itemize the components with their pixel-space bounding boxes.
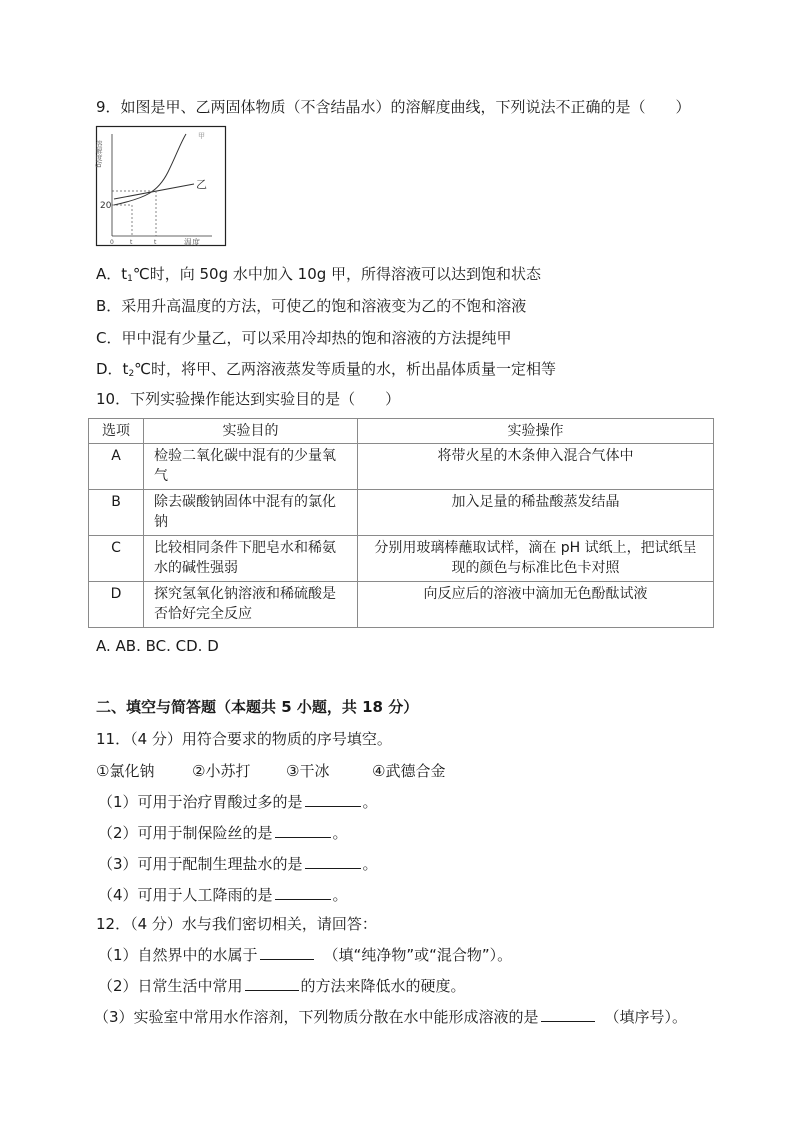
table-row <box>89 490 714 536</box>
answer-blank[interactable] <box>305 853 361 869</box>
q12-item-3: （3）实验室中常用水作溶剂，下列物质分散在水中能形成溶液的是 （填序号）。 <box>94 1008 688 1026</box>
graph-xtick-0: 0 <box>110 239 114 246</box>
graph-ylabel: 溶解度/g <box>95 140 103 168</box>
table-cell: 将带火星的木条伸入混合气体中 <box>358 444 714 490</box>
table-cell: 分别用玻璃棒蘸取试样，滴在 pH 试纸上，把试纸呈现的颜色与标准比色卡对照 <box>358 536 714 582</box>
q11-item-2: （2）可用于制保险丝的是 。 <box>98 824 348 842</box>
choice: ③干冰 <box>286 762 330 780</box>
table-header: 实验目的 <box>144 419 358 444</box>
choice: ④武德合金 <box>372 762 446 780</box>
section-title: 二、填空与简答题（本题共 5 小题，共 18 分） <box>96 698 419 716</box>
table-cell: D <box>89 582 144 628</box>
q10-answers: A. AB. BC. CD. D <box>96 637 219 655</box>
table-cell: 加入足量的稀盐酸蒸发结晶 <box>358 490 714 536</box>
q9-option-b: B．采用升高温度的方法，可使乙的饱和溶液变为乙的不饱和溶液 <box>96 297 527 315</box>
q11-stem: 11．（4 分）用符合要求的物质的序号填空。 <box>96 730 392 748</box>
solubility-graph <box>96 126 226 246</box>
answer-blank[interactable] <box>260 944 314 960</box>
q12-item-1: （1）自然界中的水属于 （填“纯净物”或“混合物”）。 <box>98 946 513 964</box>
answer-blank[interactable] <box>541 1006 595 1022</box>
table-cell: C <box>89 536 144 582</box>
q11-choices <box>96 761 445 781</box>
table-cell: 探究氢氧化钠溶液和稀硫酸是否恰好完全反应 <box>144 582 358 628</box>
q9-stem: 9．如图是甲、乙两固体物质（不含结晶水）的溶解度曲线，下列说法不正确的是（ ） <box>96 98 691 116</box>
table-row <box>89 536 714 582</box>
q11-item-3: （3）可用于配制生理盐水的是 。 <box>98 855 378 873</box>
q12-item-2: （2）日常生活中常用 的方法来降低水的硬度。 <box>98 977 466 995</box>
table-cell: A <box>89 444 144 490</box>
curve-yi <box>114 184 194 199</box>
graph-xlabel: 温度 <box>184 238 200 247</box>
table-row <box>89 582 714 628</box>
table-header: 实验操作 <box>358 419 714 444</box>
graph-xtick-1: t <box>130 239 133 246</box>
table-row <box>89 444 714 490</box>
table-cell: 向反应后的溶液中滴加无色酚酞试液 <box>358 582 714 628</box>
q9-option-c: C．甲中混有少量乙，可以采用冷却热的饱和溶液的方法提纯甲 <box>96 329 512 347</box>
answer-blank[interactable] <box>305 791 361 807</box>
table-cell: B <box>89 490 144 536</box>
table-cell: 比较相同条件下肥皂水和稀氨水的碱性强弱 <box>144 536 358 582</box>
q10-stem: 10．下列实验操作能达到实验目的是（ ） <box>96 390 401 408</box>
graph-ytick: 20 <box>100 201 112 211</box>
q11-item-1: （1）可用于治疗胃酸过多的是 。 <box>98 793 378 811</box>
curve-jia <box>114 134 186 205</box>
table-header-row <box>89 419 714 444</box>
graph-xtick-2: t <box>154 239 157 246</box>
q11-item-4: （4）可用于人工降雨的是 。 <box>98 886 348 904</box>
q9-option-a: A．$t_1℃$时，向 50g 水中加入 10g 甲，所得溶液可以达到饱和状态 <box>96 265 542 284</box>
table-cell: 检验二氧化碳中混有的少量氧气 <box>144 444 358 490</box>
graph-label-jia: 甲 <box>198 132 205 140</box>
answer-blank[interactable] <box>275 884 331 900</box>
choice: ①氯化钠 <box>96 762 155 780</box>
q12-stem: 12．（4 分）水与我们密切相关，请回答： <box>96 915 377 933</box>
answer-blank[interactable] <box>275 822 331 838</box>
choice: ②小苏打 <box>192 762 251 780</box>
graph-label-yi: 乙 <box>196 178 207 191</box>
answer-blank[interactable] <box>245 975 299 991</box>
table-cell: 除去碳酸钠固体中混有的氯化钠 <box>144 490 358 536</box>
q9-option-d: D．$t_2℃$时，将甲、乙两溶液蒸发等质量的水，析出晶体质量一定相等 <box>96 360 557 379</box>
table-header: 选项 <box>89 419 144 444</box>
q10-table <box>88 418 714 628</box>
